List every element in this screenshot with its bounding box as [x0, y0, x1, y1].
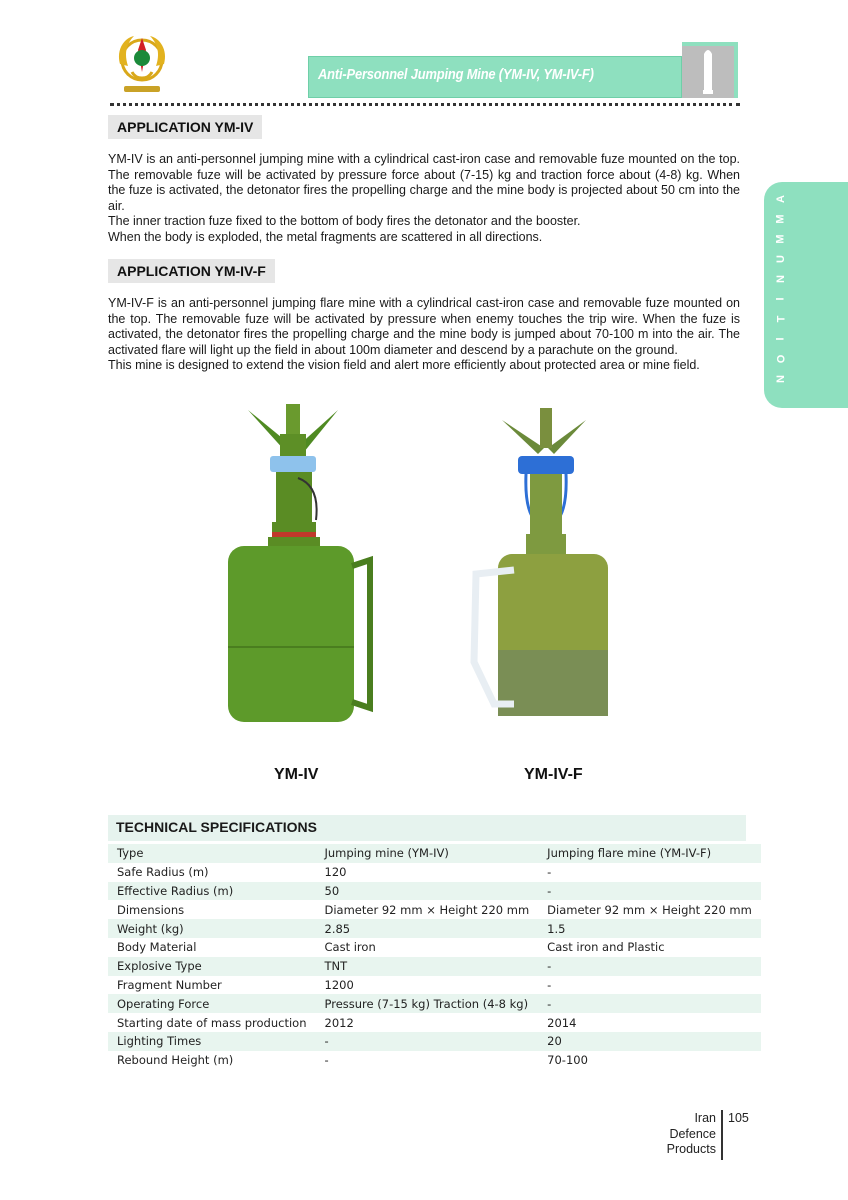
side-tab-letter: A	[774, 195, 787, 203]
table-cell: Jumping mine (YM-IV)	[316, 844, 539, 863]
side-tab-letter: M	[774, 234, 787, 244]
table-row	[108, 1032, 761, 1051]
table-cell: 120	[324, 865, 347, 880]
caption-ym4f: YM-IV-F	[524, 766, 583, 783]
page-number: 105	[728, 1111, 749, 1125]
footer-divider	[721, 1110, 723, 1160]
table-cell: Cast iron and Plastic	[547, 940, 665, 955]
side-tab-letter: I	[775, 297, 787, 301]
table-cell: Body Material	[117, 940, 197, 955]
table-cell: Type	[108, 844, 316, 863]
table-row	[108, 957, 761, 976]
table-row	[108, 882, 761, 901]
table-cell: 50	[316, 882, 539, 901]
table-cell: Pressure (7-15 kg) Traction (4-8 kg)	[316, 994, 539, 1013]
section-heading-ym4f: APPLICATION YM-IV-F	[108, 259, 275, 283]
table-cell: Starting date of mass production	[117, 1015, 307, 1030]
table-row	[108, 976, 761, 995]
table-cell: Cast iron	[324, 940, 376, 955]
footer-brand-line: Products	[666, 1142, 716, 1156]
page-title: Anti-Personnel Jumping Mine (YM-IV, YM-IV-F)	[318, 66, 594, 83]
table-cell: 70-100	[547, 1053, 588, 1068]
table-cell: Fragment Number	[117, 977, 222, 992]
table-row	[108, 1051, 761, 1070]
side-tab-letter: N	[774, 375, 787, 383]
side-tab-letter: U	[774, 255, 787, 263]
section-heading-ym4: APPLICATION YM-IV	[108, 115, 262, 139]
table-cell: -	[547, 977, 552, 992]
table-cell: -	[538, 882, 761, 901]
bullet-box	[682, 42, 738, 98]
table-cell: -	[538, 957, 761, 976]
table-cell: 2014	[547, 1015, 577, 1030]
table-row	[108, 844, 761, 863]
side-tab-letter: N	[774, 275, 787, 283]
table-cell: Diameter 92 mm × Height 220 mm	[547, 902, 752, 917]
bullet-icon	[682, 46, 734, 98]
side-tab-letter: T	[774, 315, 787, 323]
table-cell: 20	[538, 1032, 761, 1051]
table-cell: Rebound Height (m)	[117, 1053, 234, 1068]
side-tab-letter: O	[775, 354, 787, 364]
paragraph: When the body is exploded, the metal fragments are scattered in all directions.	[108, 229, 543, 244]
footer-brand	[640, 1111, 716, 1158]
table-row	[108, 994, 761, 1013]
paragraph: This mine is designed to extend the vision field and alert more efficiently about protected area or mine field.	[108, 358, 700, 372]
paragraph: YM-IV-F is an anti-personnel jumping flare mine with a cylindrical cast-iron case and removable fuze mounted on the top. The removable fuze will be activated by pressure when enemy touches the trip wire. When the fuze is activated, the detonator fires the propelling charge and the mine body is jumped about 70-100 m into the air. The activated flare will light up the field in about 100m diameter and descend by a parachute on the ground.	[108, 296, 740, 357]
table-cell: -	[538, 994, 761, 1013]
table-cell: Operating Force	[108, 994, 316, 1013]
table-cell: Dimensions	[117, 902, 185, 917]
footer-brand-line: Iran	[694, 1111, 716, 1125]
table-row	[108, 1013, 761, 1032]
table-row	[108, 900, 761, 919]
table-cell: Jumping flare mine (YM-IV-F)	[538, 844, 761, 863]
side-tab-label	[772, 190, 790, 388]
table-row	[108, 938, 761, 957]
specs-heading: TECHNICAL SPECIFICATIONS	[108, 815, 746, 841]
side-tab-letter: I	[775, 337, 787, 341]
table-cell: Effective Radius (m)	[108, 882, 316, 901]
table-row	[108, 919, 761, 938]
table-cell: -	[316, 1032, 539, 1051]
table-cell: -	[547, 865, 552, 880]
table-cell: 1200	[324, 977, 354, 992]
dotted-divider	[110, 103, 740, 106]
table-cell: 1.5	[538, 919, 761, 938]
section-body-ym4f	[108, 296, 740, 374]
table-row	[108, 863, 761, 882]
table-cell: 2.85	[316, 919, 539, 938]
table-cell: Diameter 92 mm × Height 220 mm	[324, 902, 530, 917]
table-cell: TNT	[316, 957, 539, 976]
table-cell: Safe Radius (m)	[117, 865, 209, 880]
section-body-ym4	[108, 152, 740, 245]
paragraph: The inner traction fuze fixed to the bottom of body fires the detonator and the booster.	[108, 214, 581, 228]
side-tab-letter: M	[774, 214, 787, 224]
military-emblem-icon	[110, 30, 174, 98]
footer-brand-line: Defence	[669, 1126, 716, 1141]
mine-image-ym4f	[468, 404, 618, 729]
specs-table	[108, 844, 761, 1070]
table-cell: Weight (kg)	[108, 919, 316, 938]
table-cell: -	[324, 1053, 329, 1068]
table-cell: Explosive Type	[108, 957, 316, 976]
mine-image-ym4	[220, 400, 380, 735]
table-cell: 2012	[324, 1015, 354, 1030]
paragraph: YM-IV is an anti-personnel jumping mine with a cylindrical cast-iron case and removable fuze mounted on the top. The removable fuze will be activated by pressure force about (7-15) kg and traction force about (4-8) kg. When the fuze is activated, the detonator fires the propelling charge and the mine body is projected about 50 cm into the air.	[108, 152, 740, 213]
table-cell: Lighting Times	[108, 1032, 316, 1051]
caption-ym4: YM-IV	[274, 766, 319, 783]
